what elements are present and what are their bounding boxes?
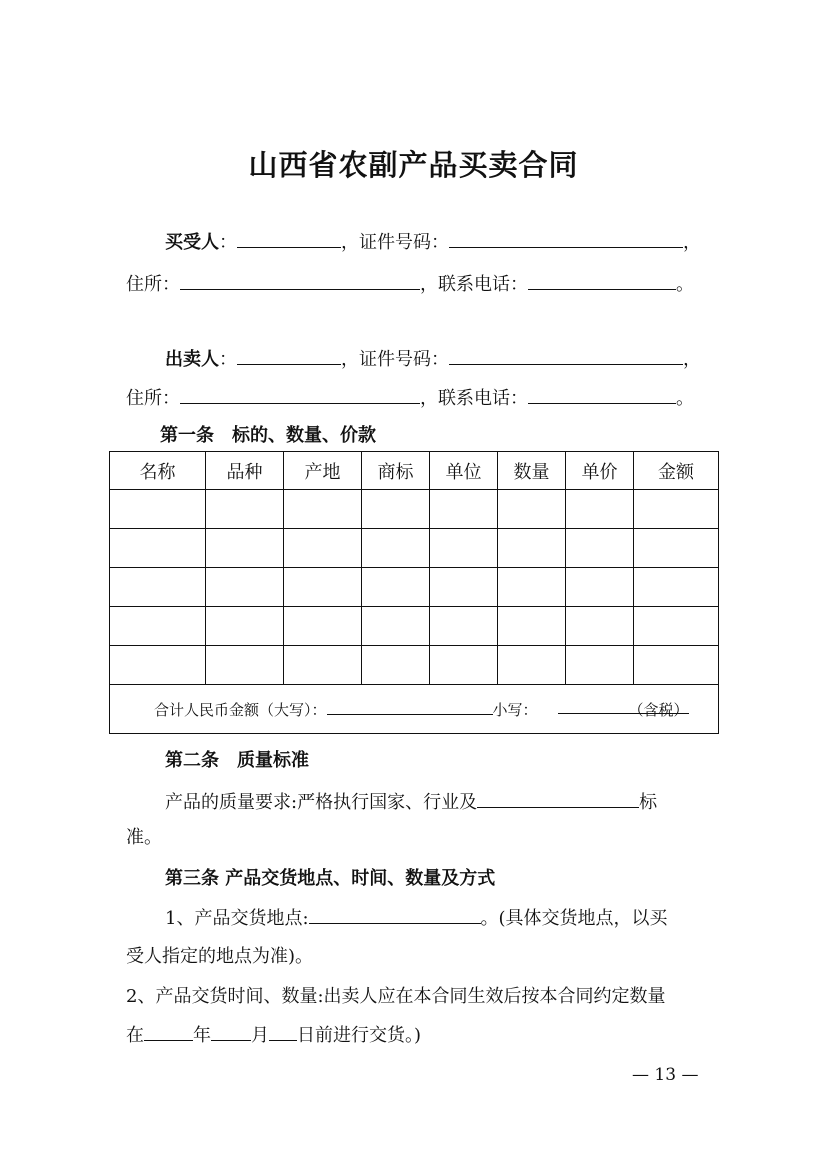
table-cell[interactable] (430, 646, 498, 685)
table-cell[interactable] (430, 607, 498, 646)
total-cell (110, 685, 719, 734)
seller-name-blank[interactable] (237, 348, 341, 365)
goods-table (109, 451, 719, 734)
header-unit-price: 单价 (566, 452, 634, 490)
seller-phone-label: ，联系电话： (420, 388, 528, 409)
article3-item2-b4: 日前进行交货。) (297, 1025, 422, 1046)
table-cell[interactable] (634, 529, 719, 568)
buyer-address-line (126, 273, 694, 296)
seller-address-label: 住所： (126, 388, 180, 409)
buyer-address-blank[interactable] (180, 273, 420, 290)
table-cell[interactable] (206, 529, 284, 568)
article3-item2-b1: 在 (126, 1025, 144, 1046)
table-row (110, 646, 719, 685)
table-cell[interactable] (206, 568, 284, 607)
article3-item2-a: 2、产品交货时间、数量:出卖人应在本合同生效后按本合同约定数量 (126, 986, 666, 1007)
buyer-label: 买受人 (165, 232, 219, 253)
table-cell[interactable] (110, 568, 206, 607)
table-cell[interactable] (566, 490, 634, 529)
buyer-id-blank[interactable] (449, 231, 683, 248)
table-row (110, 529, 719, 568)
page-number: — 13 — (632, 1065, 699, 1085)
table-cell[interactable] (634, 646, 719, 685)
buyer-name-blank[interactable] (237, 231, 341, 248)
table-cell[interactable] (362, 490, 430, 529)
delivery-location-blank[interactable] (309, 907, 481, 924)
table-cell[interactable] (430, 490, 498, 529)
table-cell[interactable] (362, 568, 430, 607)
table-cell[interactable] (498, 568, 566, 607)
header-unit: 单位 (430, 452, 498, 490)
buyer-comma: ， (683, 232, 701, 253)
table-cell[interactable] (498, 490, 566, 529)
table-cell[interactable] (110, 490, 206, 529)
article2-text-line1 (165, 791, 657, 814)
total-lowercase-blank[interactable] (558, 699, 689, 719)
article3-item1-b: 。(具体交货地点，以买 (480, 908, 668, 929)
article3-item2-b3: 月 (251, 1025, 269, 1046)
table-cell[interactable] (110, 607, 206, 646)
table-cell[interactable] (206, 646, 284, 685)
table-cell[interactable] (284, 568, 362, 607)
table-cell[interactable] (498, 607, 566, 646)
seller-line (165, 348, 701, 371)
table-row (110, 490, 719, 529)
seller-colon: ： (219, 349, 237, 370)
header-quantity: 数量 (498, 452, 566, 490)
seller-id-label: ，证件号码： (341, 349, 449, 370)
table-cell[interactable] (284, 529, 362, 568)
buyer-address-label: 住所： (126, 274, 180, 295)
table-cell[interactable] (430, 529, 498, 568)
table-cell[interactable] (362, 607, 430, 646)
seller-comma: ， (683, 349, 701, 370)
article3-item2-b2: 年 (193, 1025, 211, 1046)
table-row (110, 568, 719, 607)
table-header-row (110, 452, 719, 490)
seller-phone-blank[interactable] (528, 387, 676, 404)
article3-item1-a: 1、产品交货地点: (165, 908, 309, 929)
delivery-year-blank[interactable] (144, 1024, 193, 1041)
buyer-period: 。 (676, 274, 694, 295)
table-cell[interactable] (498, 646, 566, 685)
table-cell[interactable] (430, 568, 498, 607)
seller-label: 出卖人 (165, 349, 219, 370)
total-uppercase-blank[interactable] (327, 700, 493, 715)
table-cell[interactable] (206, 490, 284, 529)
table-cell[interactable] (566, 646, 634, 685)
table-total-row (110, 685, 719, 734)
buyer-colon: ： (219, 232, 237, 253)
table-cell[interactable] (206, 607, 284, 646)
seller-period: 。 (676, 388, 694, 409)
table-cell[interactable] (362, 646, 430, 685)
table-cell[interactable] (284, 607, 362, 646)
quality-standard-blank[interactable] (477, 791, 639, 808)
delivery-month-blank[interactable] (211, 1024, 251, 1041)
table-row (110, 607, 719, 646)
table-cell[interactable] (634, 607, 719, 646)
document-title: 山西省农副产品买卖合同 (248, 148, 579, 182)
article3-heading: 第三条 产品交货地点、时间、数量及方式 (165, 868, 496, 889)
article3-item1-line (165, 907, 668, 930)
table-cell[interactable] (498, 529, 566, 568)
seller-address-line (126, 387, 694, 410)
small-label: 小写： (492, 700, 538, 719)
article2-text-b: 标 (639, 792, 658, 813)
article3-item1-c: 受人指定的地点为准)。 (126, 946, 314, 967)
header-brand: 商标 (362, 452, 430, 490)
header-amount: 金额 (634, 452, 719, 490)
article2-heading: 第二条 质量标准 (165, 750, 309, 771)
buyer-id-label: ，证件号码： (341, 232, 449, 253)
article2-text-c: 准。 (126, 827, 162, 848)
buyer-phone-label: ，联系电话： (420, 274, 528, 295)
table-cell[interactable] (362, 529, 430, 568)
table-cell[interactable] (566, 568, 634, 607)
table-cell[interactable] (634, 490, 719, 529)
article1-heading: 第一条 标的、数量、价款 (160, 425, 376, 446)
buyer-phone-blank[interactable] (528, 273, 676, 290)
table-cell[interactable] (634, 568, 719, 607)
table-cell[interactable] (110, 529, 206, 568)
tax-note: （含税） (628, 700, 689, 719)
article2-text-a: 产品的质量要求:严格执行国家、行业及 (165, 792, 478, 813)
delivery-day-blank[interactable] (269, 1024, 297, 1041)
table-cell[interactable] (566, 607, 634, 646)
seller-address-blank[interactable] (180, 387, 420, 404)
table-cell[interactable] (284, 646, 362, 685)
table-cell[interactable] (566, 529, 634, 568)
table-cell[interactable] (284, 490, 362, 529)
total-label: 合计人民币金额（大写）： (154, 700, 327, 719)
table-cell[interactable] (110, 646, 206, 685)
buyer-line (165, 231, 701, 254)
header-origin: 产地 (284, 452, 362, 490)
article3-item2-b-line (126, 1024, 421, 1047)
seller-id-blank[interactable] (449, 348, 683, 365)
header-variety: 品种 (206, 452, 284, 490)
header-name: 名称 (110, 452, 206, 490)
